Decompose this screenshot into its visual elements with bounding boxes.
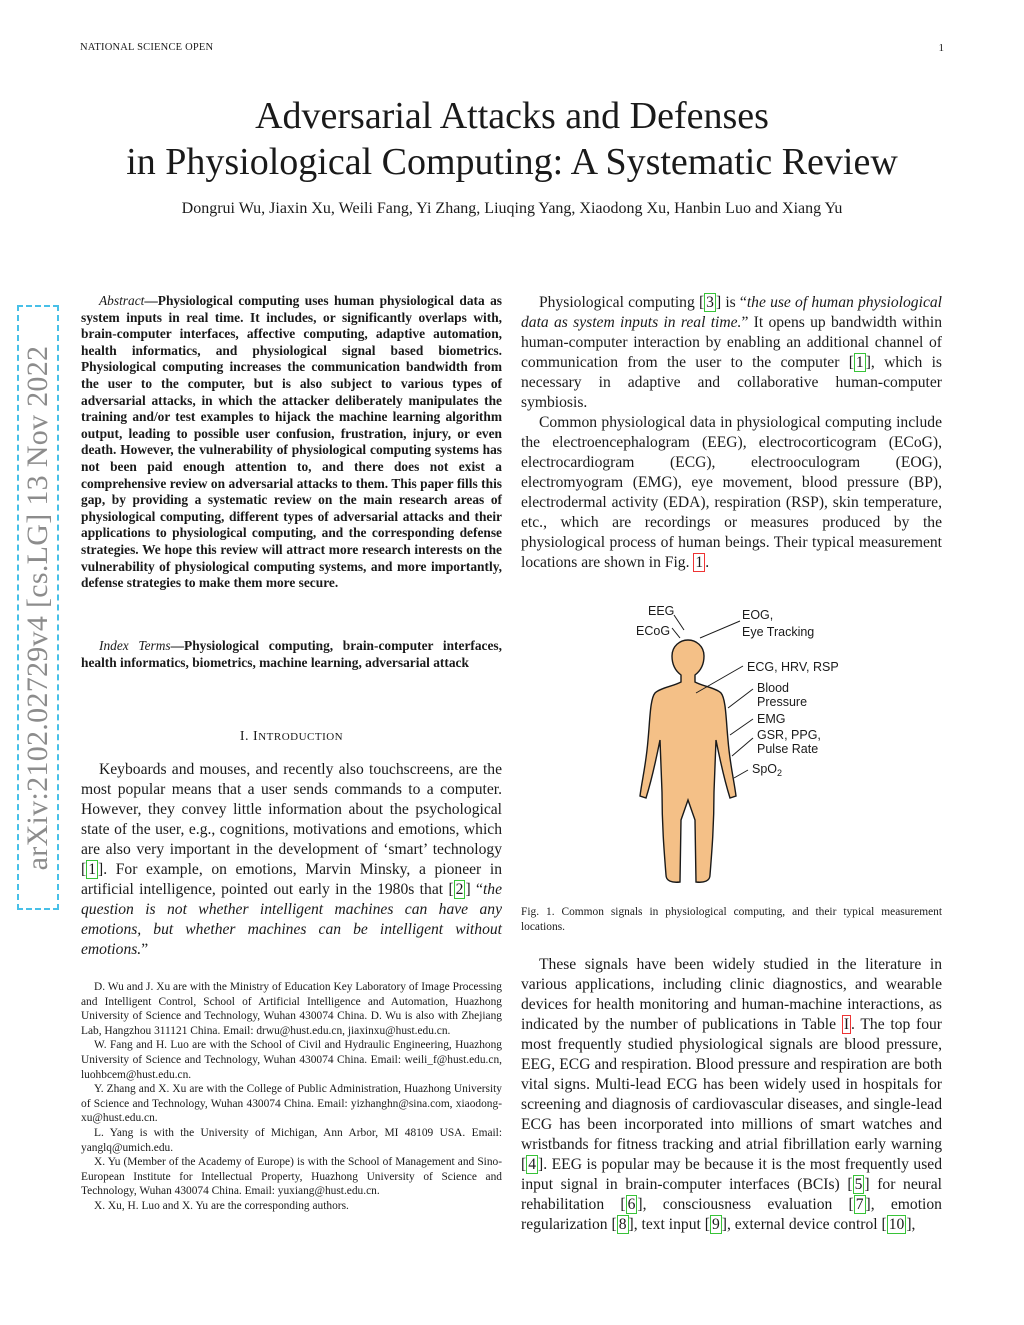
text-run: These signals have been widely studied in the literature in various applications, including clinic diagnostics, and wearable devices for health monitoring and human-machine interactions, as indicated by the number of publications in Table	[521, 956, 942, 1033]
gsr-pointer	[732, 738, 753, 756]
text-run: . For example, on emotions, Marvin Minsky, a pioneer in artificial intelligence, pointed out early in the 1980s that	[81, 861, 502, 898]
title-line-1: Adversarial Attacks and Defenses	[255, 95, 769, 137]
index-terms-text: —Physiological computing, brain-computer interfaces, health informatics, biometrics, machine learning, adversarial attack	[81, 638, 502, 670]
affiliation-footnotes	[81, 980, 502, 1214]
text-run: Physiological computing	[539, 294, 699, 311]
index-terms	[81, 638, 502, 671]
page-number: 1	[938, 42, 944, 54]
text-run: , consciousness evaluation	[642, 1196, 849, 1213]
introduction-paragraph: Keyboards and mouses, and recently also touchscreens, are the most popular means that a user sends commands to a computer. However, they convey little information about the psychological state of the user, e.g., cognitions, motivations and emotions, which are also very important in the development of ‘smart’ technology [ 1 ]. For example, on emotions, Marvin Minsky, a pioneer in artificial intelligence, pointed out early in the 1980s that [ 2 ] “the question is not whether intelligent machines can have any emotions, but whether machines can be intelligent without emotions.”	[81, 761, 502, 958]
citation-link[interactable]: 10	[888, 1216, 905, 1233]
abstract	[81, 293, 502, 592]
citation-link[interactable]: 1	[88, 861, 96, 878]
citation-link[interactable]: 2	[455, 881, 464, 898]
body-silhouette	[640, 640, 736, 882]
section-numeral: I.	[239, 729, 254, 744]
text-run: Common physiological data in physiological computing include the electroencephalogram (EEG), electrocorticogram (ECoG), electrocardiogram (ECG), electrooculogram (EOG), electromyogram (EMG), eye movement, blood pressure (BP), electrodermal activity (EDA), respiration (RSP), skin temperature, etc., which are recordings or measures produced by the physiological process of human beings. Their typical measurement locations are shown in Fig.	[521, 414, 942, 571]
text-run: is “	[721, 294, 747, 311]
footnote: Y. Zhang and X. Xu are with the College of Public Administration, Huazhong University of Science and Technology, Wuhan 430074 China. Email: yizhanghn@sina.com, xiaodong-xu@hust.edu.cn.	[81, 1083, 502, 1125]
arxiv-stamp[interactable]	[17, 305, 59, 910]
label-eog: EOG,	[742, 608, 774, 622]
figure-reference-link[interactable]: 1	[695, 554, 704, 571]
author-list: Dongrui Wu, Jiaxin Xu, Weili Fang, Yi Zhang, Liuqing Yang, Xiaodong Xu, Hanbin Luo and Xiang Yu	[181, 200, 843, 217]
footnote: L. Yang is with the University of Michigan, Ann Arbor, MI 48109 USA. Email: yanglq@umich.edu.	[81, 1126, 502, 1154]
abstract-text: —Physiological computing uses human physiological data as system inputs in real time. It includes, or significantly overlaps with, brain-computer interfaces, affective computing, adaptive automation, health informatics, and physiological signal based biometrics. Physiological computing increases the communication bandwidth from the user to the computer, but is also subject to various types of adversarial attacks, in which the attacker deliberately manipulates the training and/or test examples to hijack the machine learning algorithm output, leading to possible user confusion, frustration, injury, or even death. However, the vulnerability of physiological computing systems has not been paid enough attention to, and there does not exist a comprehensive review on adversarial attacks to them. This paper fills this gap, by providing a systematic review on the main research areas of physiological computing, different types of adversarial attacks and their applications to physiological computing, and the corresponding defense strategies. We hope this review will attract more research interests on the vulnerability of physiological computing systems, and more importantly, defense strategies to make them more secure.	[81, 293, 502, 591]
running-head: NATIONAL SCIENCE OPEN	[80, 42, 214, 53]
text-run: ” It opens up bandwidth within human-computer interaction by enabling an additional channel of communication from the user to the computer	[521, 314, 942, 371]
footnote: D. Wu and J. Xu are with the Ministry of Education Key Laboratory of Image Processing and Intelligent Control, School of Artificial Intelligence and Automation, Huazhong University of Science and Technology, Wuhan 430074 China. D. Wu is also with Zhejiang Lab, Hangzhou 311121 China. Email: drwu@hust.edu.cn, jiaxinxu@hust.edu.cn.	[81, 981, 502, 1037]
label-spo2	[752, 762, 782, 778]
label-eye-tracking: Eye Tracking	[742, 625, 815, 639]
text-run: Keyboards and mouses, and recently also touchscreens, are the most popular means that a user sends commands to a computer. However, they convey little information about the psychological state of the user, e.g., cognitions, motivations and emotions, which are also very important in the development of ‘smart’ technology	[81, 761, 502, 858]
label-emg: EMG	[757, 712, 786, 726]
footnote: X. Xu, H. Luo and X. Yu are the corresponding authors.	[94, 1199, 349, 1212]
index-terms-label: Index Terms	[99, 638, 171, 653]
ecg-pointer	[696, 666, 743, 693]
section-first-letter: I	[253, 729, 259, 744]
citation-link[interactable]: 7	[855, 1196, 864, 1213]
definition-quote: the use of human physiological data as system inputs in real time.	[521, 294, 942, 331]
figure-body-signals	[600, 600, 860, 900]
text-run: “	[470, 881, 483, 898]
table-reference-link[interactable]: I	[843, 1016, 850, 1033]
label-gsr-ppg: GSR, PPG,	[757, 728, 821, 742]
figure-caption: Fig. 1. Common signals in physiological computing, and their typical measurement locations.	[521, 906, 942, 933]
citation-link[interactable]: 9	[711, 1216, 720, 1233]
text-run: , text input	[633, 1216, 705, 1233]
eog-pointer	[700, 621, 740, 638]
bp-pointer	[728, 689, 753, 708]
label-pressure: Pressure	[757, 695, 808, 709]
text-run: ”	[141, 941, 149, 958]
label-blood: Blood	[757, 681, 789, 695]
citation-link[interactable]: 5	[854, 1176, 863, 1193]
label-pulse-rate: Pulse Rate	[757, 742, 819, 756]
minsky-quote: the question is not whether intelligent machines can have any emotions, but whether machines can be intelligent without emotions.	[81, 881, 502, 958]
footnote: X. Yu (Member of the Academy of Europe) is with the School of Management and Sino-European Institute for Intellectual Property, Huazhong University of Science and Technology, Wuhan 430074 China. Email: yuxiang@hust.edu.cn.	[81, 1156, 502, 1198]
spo2-subscript: 2	[777, 768, 783, 778]
signals-literature-paragraph: These signals have been widely studied in the literature in various applications, including clinic diagnostics, and wearable devices for health monitoring and human-machine interactions, as indicated by the number of publications in Table I . The top four most frequently studied physiological signals are blood pressure, EEG, ECG and respiration. Blood pressure and respiration are both vital signs. Multi-lead ECG has been widely used in hospitals for screening and diagnosis of cardiovascular diseases, and single-lead ECG has been incorporated into millions of smart watches and wristbands for fitness tracking and atrial fibrillation early warning [ 4 ]. EEG is popular may be because it is the most frequently used input signal in brain-computer interfaces (BCIs) [ 5 ] for neural rehabilitation [ 6 ], consciousness evaluation [ 7 ], emotion regularization [ 8 ], text input [ 9 ], external device control [ 10 ],	[521, 956, 942, 1233]
text-run: .	[705, 554, 710, 571]
abstract-label: Abstract	[99, 293, 145, 308]
text-run: , emotion regularization	[521, 1196, 942, 1233]
human-body-diagram	[600, 600, 860, 900]
text-run: , which is necessary in adaptive and collaborative human-computer symbiosis.	[521, 354, 942, 411]
text-run: . The top four most frequently studied physiological signals are blood pressure, EEG, ECG and respiration. Blood pressure and respiration are both vital signs. Multi-lead ECG has been widely used in hospitals for screening and diagnosis of cardiovascular diseases, and single-lead ECG has been incorporated into millions of smart watches and wristbands for fitness tracking and atrial fibrillation early warning	[521, 1016, 942, 1153]
text-run: for neural rehabilitation	[521, 1176, 942, 1213]
section-title-rest: NTRODUCTION	[258, 731, 344, 743]
citation-link[interactable]: 8	[618, 1216, 627, 1233]
citation-link[interactable]: 6	[627, 1196, 636, 1213]
eeg-pointer	[674, 615, 684, 630]
label-eeg: EEG	[648, 604, 675, 618]
citation-link[interactable]: 4	[528, 1156, 536, 1173]
arxiv-identifier: arXiv:2102.02729v4 [cs.LG] 13 Nov 2022	[21, 345, 54, 870]
section-heading-introduction	[81, 729, 502, 745]
paper-title	[0, 93, 1024, 185]
spo2-pointer	[734, 770, 748, 778]
text-run: . EEG is popular may be because it is the most frequently used input signal in brain-computer interfaces (BCIs)	[521, 1156, 942, 1193]
spo2-text: SpO	[752, 762, 778, 776]
footnote: W. Fang and H. Luo are with the School of Civil and Hydraulic Engineering, Huazhong University of Science and Technology, Wuhan 430074 China. Email: weili_f@hust.edu.cn, luohbcem@hust.edu.cn.	[81, 1039, 502, 1081]
ecog-pointer	[672, 628, 680, 638]
label-ecg-hrv-rsp: ECG, HRV, RSP	[747, 660, 839, 674]
text-run: , external device control	[726, 1216, 882, 1233]
title-line-2: in Physiological Computing: A Systematic Review	[126, 141, 898, 183]
citation-link[interactable]: 1	[855, 354, 864, 371]
label-ecog: ECoG	[636, 624, 671, 638]
text-run: ,	[911, 1216, 916, 1233]
emg-pointer	[730, 719, 753, 735]
citation-link[interactable]: 3	[706, 294, 714, 311]
physiological-computing-paragraphs: Physiological computing [ 3 ] is “the use of human physiological data as system inputs in real time.” It opens up bandwidth within human-computer interaction by enabling an additional channel of communication from the user to the computer [ 1 ], which is necessary in adaptive and collaborative human-computer symbiosis. Common physiological data in physiological computing include the electroencephalogram (EEG), electrocorticogram (ECoG), electrocardiogram (ECG), electrooculogram (EOG), electromyogram (EMG), eye movement, blood pressure (BP), electrodermal activity (EDA), respiration (RSP), skin temperature, etc., which are recordings or measures produced by the physiological process of human beings. Their typical measurement locations are shown in Fig. 1 .	[521, 294, 942, 571]
